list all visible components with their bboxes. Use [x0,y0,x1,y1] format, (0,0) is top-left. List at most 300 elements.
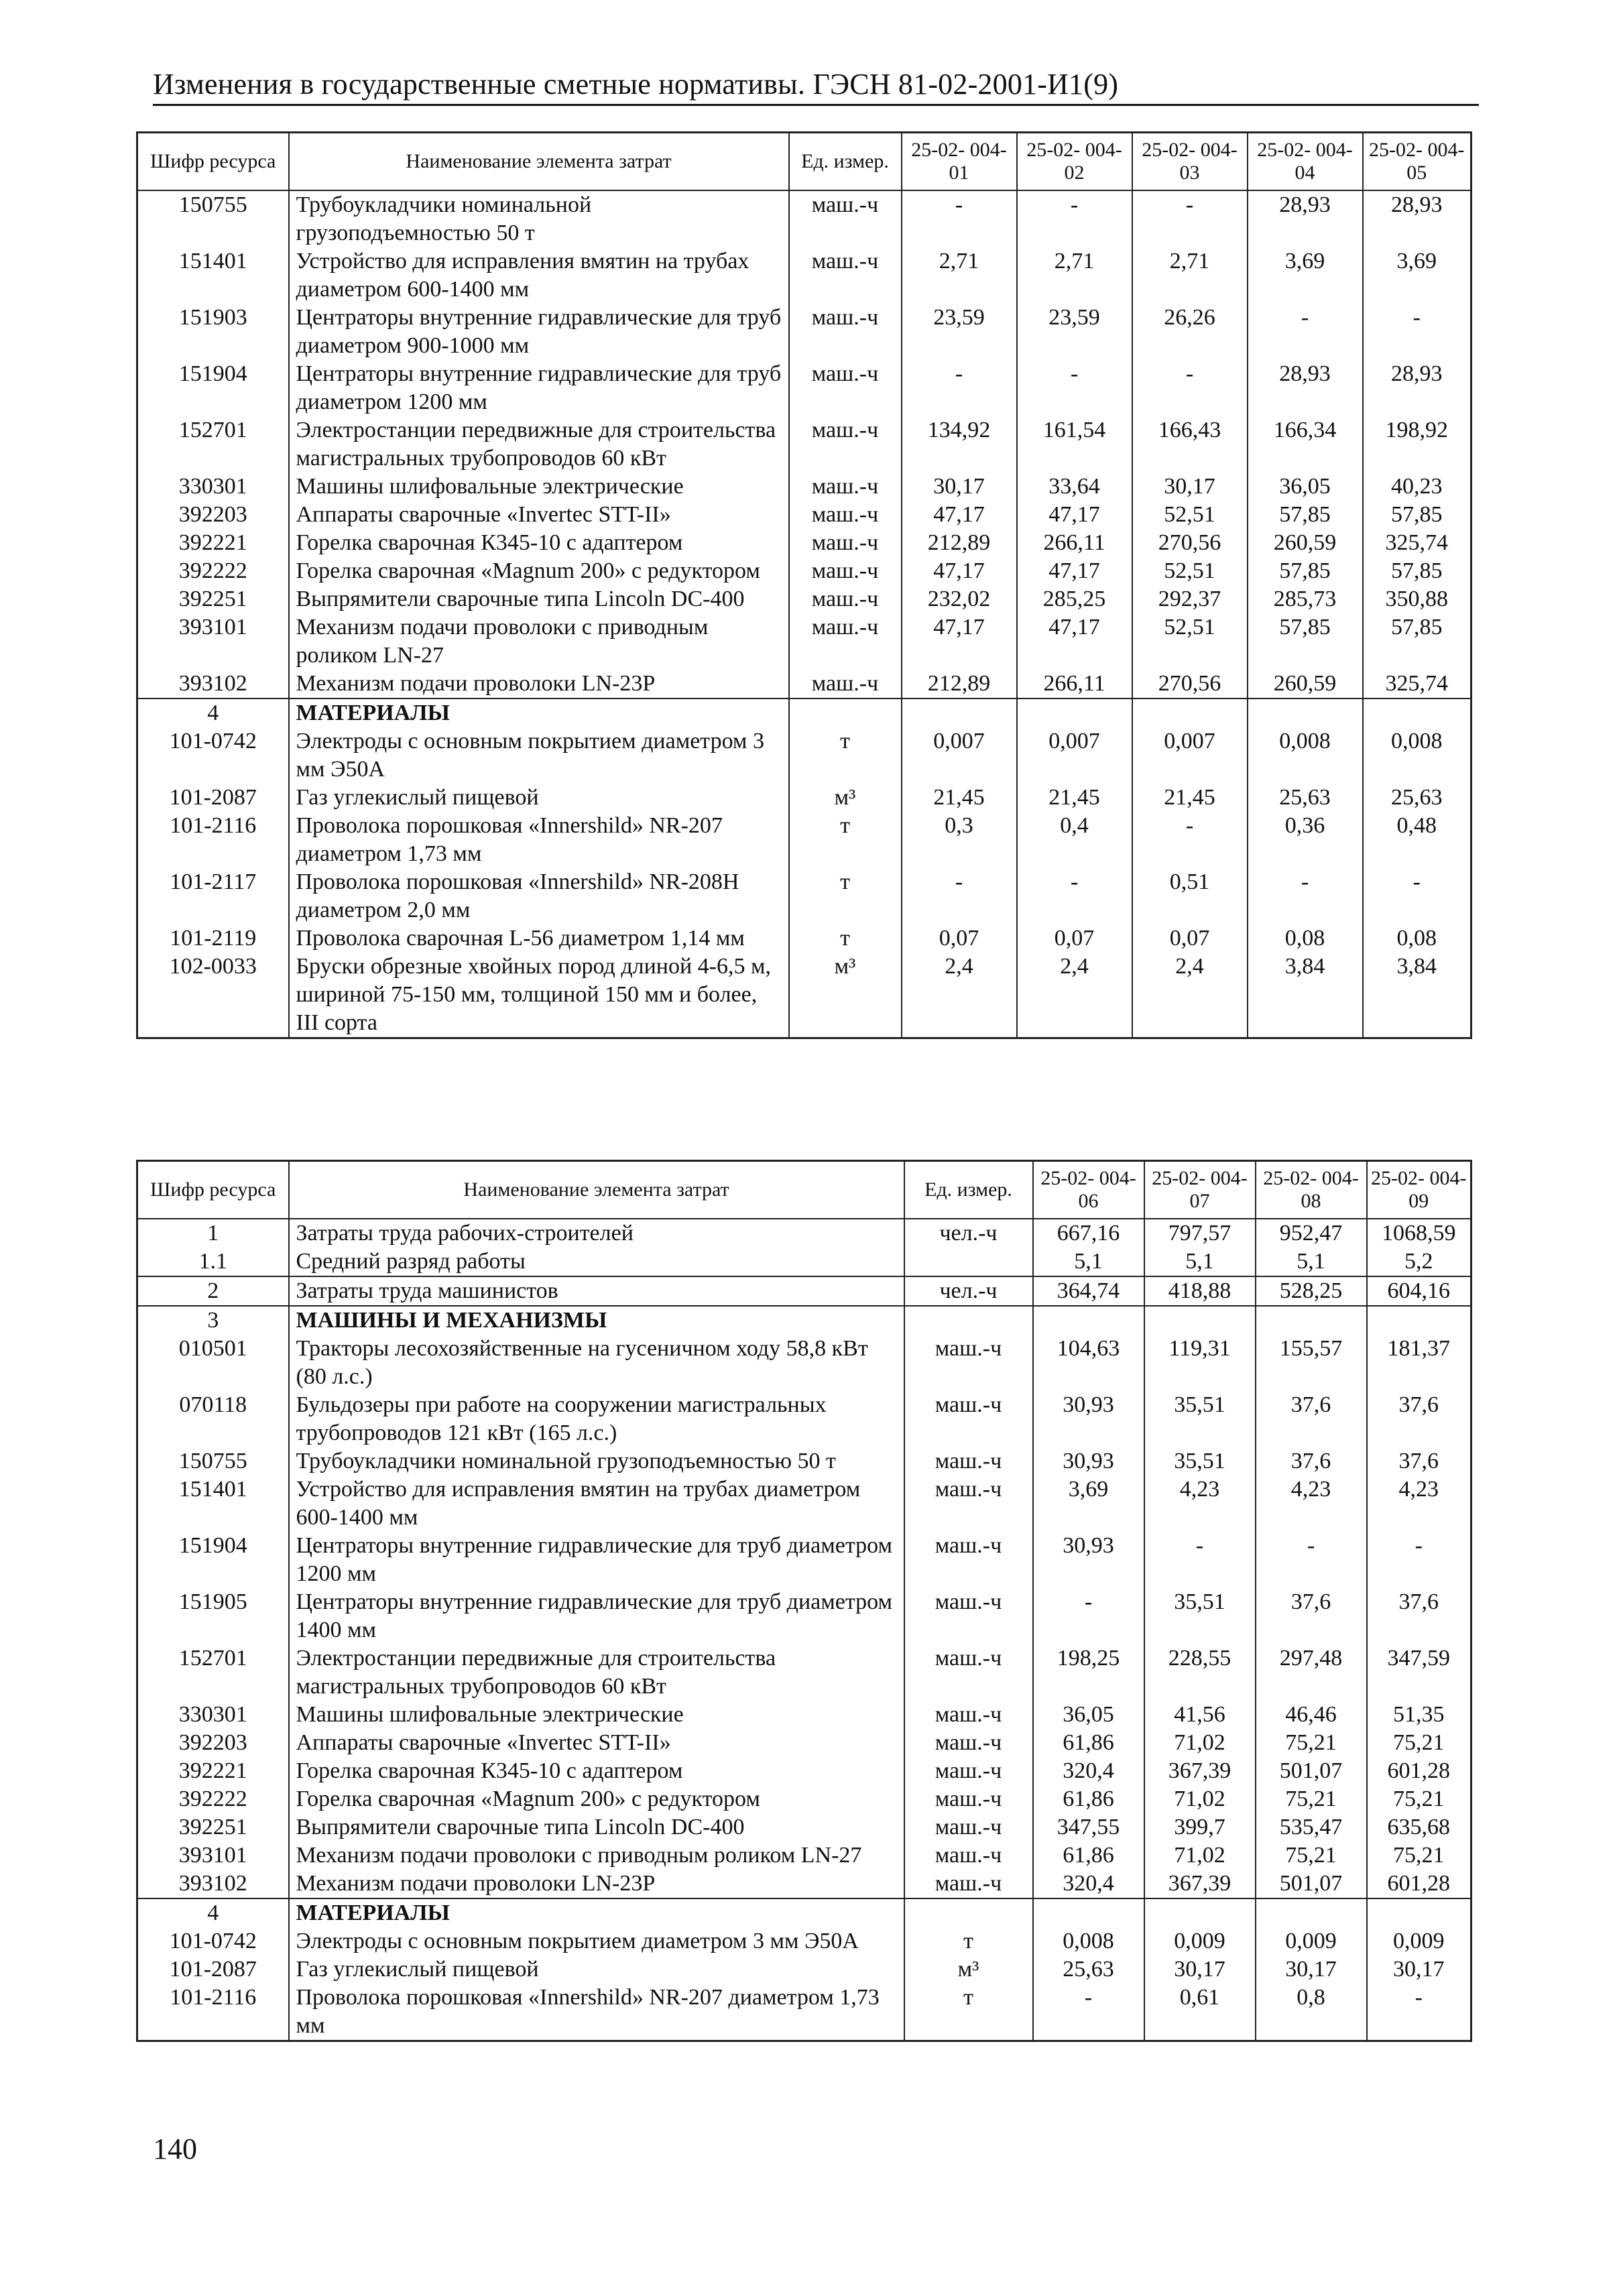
value-cell: 797,57 [1144,1219,1256,1248]
value-cell: 71,02 [1144,1841,1256,1870]
table-row [137,529,1471,557]
resource-name: МАТЕРИАЛЫ [289,1898,904,1927]
resource-name: Тракторы лесохозяйственные на гусеничном ходу 58,8 кВт (80 л.с.) [289,1335,904,1391]
resource-code: 1 [137,1219,289,1248]
value-cell: 25,63 [1363,784,1471,812]
value-cell: 260,59 [1248,670,1363,699]
unit-cell: т [789,812,902,868]
value-cell: 347,59 [1367,1644,1471,1701]
resource-name: Газ углекислый пищевой [289,784,789,812]
value-cell: 2,4 [1017,953,1132,1038]
unit-cell: маш.-ч [904,1729,1033,1757]
value-cell: - [902,360,1017,416]
value-cell: 285,73 [1248,585,1363,613]
value-cell [1248,699,1363,727]
table-row [137,1785,1471,1813]
value-cell: 325,74 [1363,670,1471,699]
value-cell: 0,007 [1017,727,1132,784]
value-cell: 21,45 [1017,784,1132,812]
value-cell: 528,25 [1256,1276,1367,1306]
resource-code: 101-2087 [137,1955,289,1984]
value-cell: 0,08 [1363,924,1471,953]
table-row [137,1984,1471,2041]
value-cell: 212,89 [902,529,1017,557]
resource-code: 152701 [137,416,289,473]
resource-name: Устройство для исправления вмятин на трубах диаметром 600-1400 мм [289,1475,904,1532]
table-row [137,1841,1471,1870]
resource-code: 150755 [137,190,289,247]
unit-cell: маш.-ч [789,360,902,416]
table-row [137,1219,1471,1248]
resource-name: Механизм подачи проволоки с приводным роликом LN-27 [289,613,789,670]
unit-cell: маш.-ч [904,1475,1033,1532]
table-row [137,1588,1471,1644]
unit-cell: маш.-ч [789,190,902,247]
value-cell: 26,26 [1132,304,1248,360]
resource-code: 330301 [137,473,289,501]
table-row [137,1927,1471,1955]
unit-cell: маш.-ч [904,1785,1033,1813]
unit-cell: маш.-ч [904,1813,1033,1841]
value-cell: 47,17 [902,557,1017,585]
table-row [137,473,1471,501]
resource-code: 1.1 [137,1248,289,1276]
value-cell: 28,93 [1248,190,1363,247]
value-cell: - [1033,1588,1144,1644]
table-row [137,1391,1471,1447]
value-cell: 37,6 [1367,1447,1471,1475]
resource-name: Горелка сварочная К345-10 с адаптером [289,529,789,557]
value-cell: 260,59 [1248,529,1363,557]
value-cell: 23,59 [902,304,1017,360]
table-row [137,247,1471,304]
value-cell: 52,51 [1132,501,1248,529]
resource-name: Центраторы внутренние гидравлические для труб диаметром 1400 мм [289,1588,904,1644]
header-col-4: 25-02- 004-04 [1248,133,1363,191]
value-cell [1367,1306,1471,1335]
value-cell: 28,93 [1248,360,1363,416]
unit-cell: маш.-ч [904,1644,1033,1701]
resource-code: 392251 [137,1813,289,1841]
section-row [137,1306,1471,1335]
unit-cell: т [904,1927,1033,1955]
document-title: Изменения в государственные сметные нормативы. ГЭСН 81-02-2001-И1(9) [153,68,1119,101]
resource-name: Механизм подачи проволоки с приводным роликом LN-27 [289,1841,904,1870]
value-cell: - [1367,1532,1471,1588]
value-cell: 350,88 [1363,585,1471,613]
table-row [137,416,1471,473]
value-cell [1017,699,1132,727]
value-cell: 30,93 [1033,1447,1144,1475]
unit-cell: маш.-ч [789,670,902,699]
value-cell: 57,85 [1248,557,1363,585]
value-cell: 198,25 [1033,1644,1144,1701]
header-col-1: 25-02- 004-01 [902,133,1017,191]
resource-name: Механизм подачи проволоки LN-23P [289,670,789,699]
value-cell: 0,48 [1363,812,1471,868]
value-cell: 0,08 [1248,924,1363,953]
resource-name: Горелка сварочная «Magnum 200» с редуктором [289,1785,904,1813]
table-row [137,924,1471,953]
resource-name: Электроды с основным покрытием диаметром 3 мм Э50А [289,1927,904,1955]
resource-name: Центраторы внутренние гидравлические для труб диаметром 1200 мм [289,1532,904,1588]
resource-code: 151905 [137,1588,289,1644]
value-cell: 61,86 [1033,1841,1144,1870]
value-cell: 0,007 [902,727,1017,784]
value-cell: 601,28 [1367,1870,1471,1898]
resource-code: 151904 [137,1532,289,1588]
header-code: Шифр ресурса [137,1161,289,1219]
header-col-9: 25-02- 004-09 [1367,1161,1471,1219]
value-cell: 270,56 [1132,529,1248,557]
resource-code: 392221 [137,1757,289,1785]
value-cell: 5,1 [1256,1248,1367,1276]
value-cell: - [1132,190,1248,247]
resource-name: Выпрямители сварочные типа Lincoln DC-400 [289,585,789,613]
value-cell [1144,1898,1256,1927]
value-cell: 320,4 [1033,1757,1144,1785]
value-cell: 2,4 [902,953,1017,1038]
value-cell: - [1248,304,1363,360]
value-cell: 228,55 [1144,1644,1256,1701]
value-cell: 3,69 [1033,1475,1144,1532]
value-cell: 635,68 [1367,1813,1471,1841]
value-cell: 51,35 [1367,1701,1471,1729]
value-cell: 212,89 [902,670,1017,699]
table-row [137,812,1471,868]
value-cell: 5,2 [1367,1248,1471,1276]
resource-code: 4 [137,699,289,727]
resource-name: Машины шлифовальные электрические [289,1701,904,1729]
value-cell: 4,23 [1367,1475,1471,1532]
unit-cell: чел.-ч [904,1219,1033,1248]
resource-code: 393101 [137,613,289,670]
section-row [137,699,1471,727]
table-row [137,727,1471,784]
value-cell [1033,1306,1144,1335]
table-row [137,1248,1471,1276]
value-cell: 47,17 [1017,613,1132,670]
resource-code: 101-0742 [137,1927,289,1955]
value-cell: 30,17 [1367,1955,1471,1984]
unit-cell: маш.-ч [789,247,902,304]
value-cell: 35,51 [1144,1391,1256,1447]
value-cell: 25,63 [1248,784,1363,812]
value-cell: 347,55 [1033,1813,1144,1841]
resource-code: 392222 [137,1785,289,1813]
resource-code: 392222 [137,557,289,585]
value-cell: 28,93 [1363,190,1471,247]
resource-code: 393102 [137,670,289,699]
resource-code: 101-2116 [137,812,289,868]
value-cell: 71,02 [1144,1785,1256,1813]
table-row [137,190,1471,247]
table-row [137,868,1471,924]
table-row [137,953,1471,1038]
value-cell: 3,69 [1248,247,1363,304]
table-row [137,1757,1471,1785]
value-cell [1367,1898,1471,1927]
resource-code: 151904 [137,360,289,416]
resource-code: 330301 [137,1701,289,1729]
resource-name: Электростанции передвижные для строительства магистральных трубопроводов 60 кВт [289,1644,904,1701]
resource-name: Электростанции передвижные для строительства магистральных трубопроводов 60 кВт [289,416,789,473]
table-row [137,1276,1471,1306]
resource-code: 152701 [137,1644,289,1701]
unit-cell: маш.-ч [789,416,902,473]
value-cell: 5,1 [1033,1248,1144,1276]
value-cell: 952,47 [1256,1219,1367,1248]
value-cell: 46,46 [1256,1701,1367,1729]
value-cell: 75,21 [1256,1729,1367,1757]
value-cell: 0,008 [1033,1927,1144,1955]
value-cell: 367,39 [1144,1757,1256,1785]
resource-code: 151401 [137,247,289,304]
value-cell: 28,93 [1363,360,1471,416]
table-row [137,784,1471,812]
resource-name: Аппараты сварочные «Invertec STT-II» [289,1729,904,1757]
resource-code: 151401 [137,1475,289,1532]
value-cell: 501,07 [1256,1757,1367,1785]
value-cell: 3,84 [1363,953,1471,1038]
value-cell: 75,21 [1367,1729,1471,1757]
page-number: 140 [153,2132,197,2165]
value-cell: 37,6 [1256,1391,1367,1447]
table-row [137,1955,1471,1984]
value-cell: 57,85 [1363,613,1471,670]
value-cell: 37,6 [1256,1447,1367,1475]
value-cell: 0,36 [1248,812,1363,868]
value-cell: 75,21 [1367,1841,1471,1870]
value-cell [902,699,1017,727]
value-cell: 2,71 [1017,247,1132,304]
value-cell: 364,74 [1033,1276,1144,1306]
resource-name: МАШИНЫ И МЕХАНИЗМЫ [289,1306,904,1335]
value-cell [1033,1898,1144,1927]
unit-cell: т [789,868,902,924]
resource-name: Выпрямители сварочные типа Lincoln DC-400 [289,1813,904,1841]
value-cell: 325,74 [1363,529,1471,557]
value-cell: 0,009 [1367,1927,1471,1955]
value-cell: 52,51 [1132,613,1248,670]
resource-code: 101-2116 [137,1984,289,2041]
value-cell: 166,34 [1248,416,1363,473]
resource-name: Электроды с основным покрытием диаметром 3 мм Э50А [289,727,789,784]
value-cell: - [1363,304,1471,360]
value-cell: 30,17 [1132,473,1248,501]
table-row [137,1335,1471,1391]
section-row [137,1898,1471,1927]
value-cell: 23,59 [1017,304,1132,360]
table-row [137,1532,1471,1588]
value-cell: 0,009 [1144,1927,1256,1955]
unit-cell: маш.-ч [904,1391,1033,1447]
value-cell: 35,51 [1144,1588,1256,1644]
header-name: Наименование элемента затрат [289,133,789,191]
value-cell: 232,02 [902,585,1017,613]
value-cell: 75,21 [1256,1841,1367,1870]
value-cell: 399,7 [1144,1813,1256,1841]
header-unit: Ед. измер. [904,1161,1033,1219]
value-cell: 0,008 [1363,727,1471,784]
resource-name: Трубоукладчики номинальной грузоподъемностью 50 т [289,1447,904,1475]
resource-name: Газ углекислый пищевой [289,1955,904,1984]
header-code: Шифр ресурса [137,133,289,191]
value-cell: 198,92 [1363,416,1471,473]
resource-code: 010501 [137,1335,289,1391]
value-cell: 21,45 [902,784,1017,812]
resource-code: 392221 [137,529,289,557]
unit-cell: маш.-ч [904,1870,1033,1898]
value-cell: 4,23 [1256,1475,1367,1532]
value-cell: 0,07 [902,924,1017,953]
value-cell: 2,71 [902,247,1017,304]
resource-name: Бруски обрезные хвойных пород длиной 4-6,5 м, шириной 75-150 мм, толщиной 150 мм и более, III сорта [289,953,789,1038]
value-cell: 0,4 [1017,812,1132,868]
unit-cell: маш.-ч [789,304,902,360]
resource-code: 150755 [137,1447,289,1475]
resource-name: Бульдозеры при работе на сооружении магистральных трубопроводов 121 кВт (165 л.с.) [289,1391,904,1447]
unit-cell [789,699,902,727]
value-cell: - [1144,1532,1256,1588]
value-cell: 292,37 [1132,585,1248,613]
resource-name: Горелка сварочная «Magnum 200» с редуктором [289,557,789,585]
value-cell: 155,57 [1256,1335,1367,1391]
resource-code: 393101 [137,1841,289,1870]
resource-name: Проволока порошковая «Innershild» NR-207 диаметром 1,73 мм [289,1984,904,2041]
value-cell: - [1132,360,1248,416]
resource-name: Затраты труда машинистов [289,1276,904,1306]
header-col-5: 25-02- 004-05 [1363,133,1471,191]
value-cell: 418,88 [1144,1276,1256,1306]
table-row [137,1447,1471,1475]
value-cell: 5,1 [1144,1248,1256,1276]
value-cell: 270,56 [1132,670,1248,699]
value-cell: 0,07 [1132,924,1248,953]
unit-cell: маш.-ч [789,585,902,613]
value-cell: 134,92 [902,416,1017,473]
resource-code: 392203 [137,1729,289,1757]
header-name: Наименование элемента затрат [289,1161,904,1219]
value-cell: 61,86 [1033,1729,1144,1757]
value-cell: 37,6 [1367,1588,1471,1644]
resource-name: Проволока порошковая «Innershild» NR-208H диаметром 2,0 мм [289,868,789,924]
header-unit: Ед. измер. [789,133,902,191]
header-col-7: 25-02- 004-07 [1144,1161,1256,1219]
value-cell: 104,63 [1033,1335,1144,1391]
table-row [137,1870,1471,1898]
value-cell: 40,23 [1363,473,1471,501]
header-col-6: 25-02- 004-06 [1033,1161,1144,1219]
value-cell [1144,1306,1256,1335]
header-col-8: 25-02- 004-08 [1256,1161,1367,1219]
unit-cell: м³ [904,1955,1033,1984]
table-row [137,1701,1471,1729]
value-cell: - [902,868,1017,924]
unit-cell: м³ [789,953,902,1038]
table-header-row [137,1161,1471,1219]
resource-code: 2 [137,1276,289,1306]
value-cell: - [1256,1532,1367,1588]
value-cell: 36,05 [1033,1701,1144,1729]
value-cell: - [902,190,1017,247]
value-cell: 2,71 [1132,247,1248,304]
unit-cell: маш.-ч [789,557,902,585]
table-header-row [137,133,1471,191]
value-cell: - [1017,190,1132,247]
resource-code: 151903 [137,304,289,360]
value-cell: 57,85 [1363,557,1471,585]
value-cell: 535,47 [1256,1813,1367,1841]
unit-cell [904,1898,1033,1927]
value-cell: 36,05 [1248,473,1363,501]
value-cell: 3,84 [1248,953,1363,1038]
unit-cell: т [789,924,902,953]
value-cell [1256,1898,1367,1927]
table-row [137,613,1471,670]
value-cell: 181,37 [1367,1335,1471,1391]
table-row [137,1644,1471,1701]
table-row [137,670,1471,699]
value-cell: 4,23 [1144,1475,1256,1532]
unit-cell: маш.-ч [904,1447,1033,1475]
value-cell: 37,6 [1367,1391,1471,1447]
unit-cell: т [789,727,902,784]
value-cell: 30,17 [902,473,1017,501]
value-cell: 30,17 [1256,1955,1367,1984]
value-cell: 30,93 [1033,1391,1144,1447]
value-cell: 75,21 [1256,1785,1367,1813]
resource-name: Проволока порошковая «Innershild» NR-207 диаметром 1,73 мм [289,812,789,868]
unit-cell: м³ [789,784,902,812]
value-cell: 30,93 [1033,1532,1144,1588]
value-cell: 501,07 [1256,1870,1367,1898]
value-cell: 47,17 [902,613,1017,670]
resource-name: Машины шлифовальные электрические [289,473,789,501]
unit-cell: маш.-ч [904,1841,1033,1870]
value-cell: 33,64 [1017,473,1132,501]
value-cell: 47,17 [1017,557,1132,585]
unit-cell: маш.-ч [904,1757,1033,1785]
value-cell: 71,02 [1144,1729,1256,1757]
value-cell: 166,43 [1132,416,1248,473]
page-header [153,67,1479,106]
table-row [137,304,1471,360]
resource-name: Трубоукладчики номинальной грузоподъемностью 50 т [289,190,789,247]
unit-cell: маш.-ч [789,473,902,501]
value-cell: 0,009 [1256,1927,1367,1955]
value-cell: 47,17 [1017,501,1132,529]
value-cell: 285,25 [1017,585,1132,613]
resource-name: Затраты труда рабочих-строителей [289,1219,904,1248]
resource-name: Центраторы внутренние гидравлические для труб диаметром 900-1000 мм [289,304,789,360]
resource-code: 101-0742 [137,727,289,784]
resource-code: 102-0033 [137,953,289,1038]
header-col-2: 25-02- 004-02 [1017,133,1132,191]
value-cell: 35,51 [1144,1447,1256,1475]
value-cell: - [1017,360,1132,416]
table-row [137,557,1471,585]
unit-cell: маш.-ч [789,613,902,670]
value-cell: 161,54 [1017,416,1132,473]
value-cell: 601,28 [1367,1757,1471,1785]
value-cell: 0,51 [1132,868,1248,924]
value-cell: 2,4 [1132,953,1248,1038]
value-cell: - [1132,812,1248,868]
resource-name: Аппараты сварочные «Invertec STT-II» [289,501,789,529]
value-cell: 41,56 [1144,1701,1256,1729]
value-cell: 297,48 [1256,1644,1367,1701]
